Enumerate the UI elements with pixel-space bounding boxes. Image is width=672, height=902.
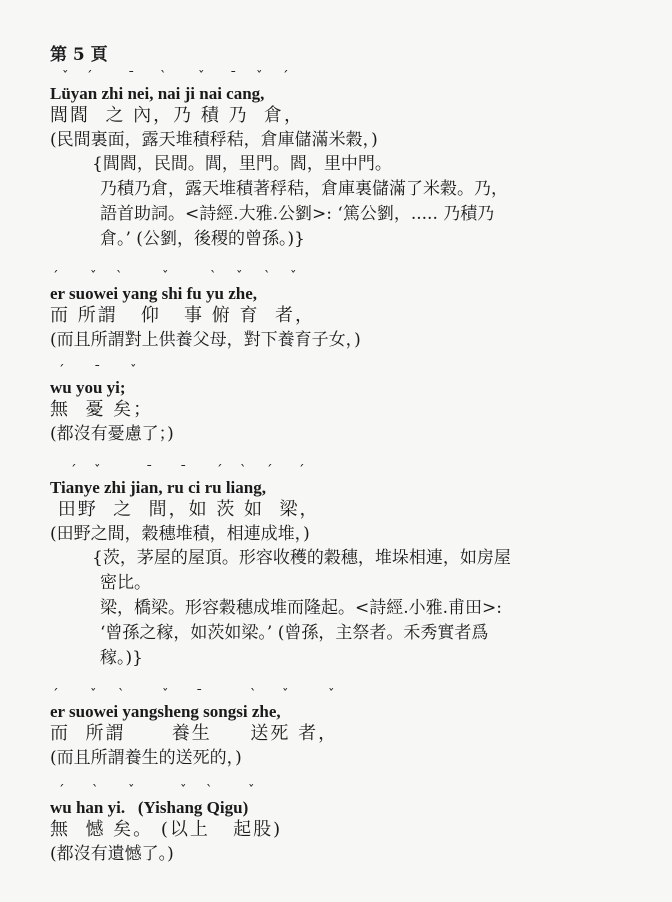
page-label: 第 5 頁 <box>50 45 108 65</box>
tone-mark: ˇ <box>282 688 289 703</box>
annotation <box>50 546 650 671</box>
tone-mark: ˇ <box>130 364 137 379</box>
annotation-line: 語首助詞。<詩經.大雅.公劉>: ‘篤公劉，..... 乃積乃 <box>100 204 495 224</box>
tone-mark: ˊ <box>52 688 59 703</box>
tone-mark: ˇ <box>128 784 135 799</box>
tone-mark: ˋ <box>264 270 271 285</box>
tone-mark: ˇ <box>162 270 169 285</box>
tone-mark: ˊ <box>58 364 65 379</box>
translation-line: (而且所謂養生的送死的，) <box>50 748 242 768</box>
tone-mark: ˇ <box>180 784 187 799</box>
annotation-line: 密比。 <box>100 573 151 593</box>
tone-mark: ˇ <box>290 270 297 285</box>
tone-mark: ˋ <box>116 270 123 285</box>
stanza-1 <box>50 72 650 252</box>
tone-mark: ˋ <box>210 270 217 285</box>
tone-marks <box>50 366 650 378</box>
pinyin-line: Lüyan zhi nei, nai ji nai cang, <box>50 84 265 103</box>
tone-mark: ˇ <box>328 688 335 703</box>
hanzi-line: 無 憂 矣； <box>50 399 154 420</box>
stanza-5 <box>50 690 650 770</box>
translation-line: (都沒有遺憾了。) <box>50 844 174 864</box>
tone-mark: ˉ <box>146 464 153 479</box>
tone-mark: ˉ <box>128 70 135 85</box>
tone-mark: ˋ <box>250 688 257 703</box>
tone-mark: ˋ <box>118 688 125 703</box>
translation-line: (田野之間，穀穗堆積，相連成堆，) <box>50 524 310 544</box>
tone-marks <box>50 72 650 84</box>
tone-marks <box>50 272 650 284</box>
tone-mark: ˋ <box>92 784 99 799</box>
tone-mark: ˊ <box>216 464 223 479</box>
tone-mark: ˊ <box>298 464 305 479</box>
tone-mark: ˊ <box>266 464 273 479</box>
tone-mark: ˇ <box>248 784 255 799</box>
pinyin-line: Tianye zhi jian, ru ci ru liang, <box>50 478 266 497</box>
tone-marks <box>50 466 650 478</box>
tone-mark: ˋ <box>240 464 247 479</box>
annotation-line: 稼。)} <box>100 648 143 668</box>
tone-mark: ˇ <box>94 464 101 479</box>
tone-mark: ˊ <box>58 784 65 799</box>
tone-mark: ˊ <box>70 464 77 479</box>
translation-line: (民間裏面，露天堆積稃秸，倉庫儲滿米穀，) <box>50 130 378 150</box>
tone-marks <box>50 786 650 798</box>
stanza-4 <box>50 466 650 671</box>
tone-mark: ˇ <box>256 70 263 85</box>
annotation-line: 倉。’ (公劉，後稷的曾孫。)} <box>100 229 305 249</box>
annotation-line: 乃積乃倉，露天堆積著稃秸，倉庫裏儲滿了米穀。乃， <box>100 179 508 199</box>
stanza-2 <box>50 272 650 352</box>
annotation <box>50 152 650 252</box>
hanzi-line: 而 所謂 養生 送死 者， <box>50 723 339 744</box>
tone-mark: ˋ <box>160 70 167 85</box>
annotation-line: 梁，橋梁。形容穀穗成堆而隆起。<詩經.小雅.甫田>: <box>100 598 503 618</box>
tone-mark: ˇ <box>236 270 243 285</box>
tone-mark: ˉ <box>196 688 203 703</box>
tone-mark: ˊ <box>86 70 93 85</box>
annotation-line: {閭閻，民間。閭，里門。閻，里中門。 <box>92 154 392 174</box>
tone-mark: ˇ <box>62 70 69 85</box>
pinyin-line: er suowei yangsheng songsi zhe, <box>50 702 281 721</box>
tone-mark: ˇ <box>90 270 97 285</box>
hanzi-line: 無 憾 矣。 (以上 起股) <box>50 819 283 840</box>
translation-line: (而且所謂對上供養父母，對下養育子女，) <box>50 330 361 350</box>
tone-mark: ˊ <box>52 270 59 285</box>
tone-mark: ˇ <box>162 688 169 703</box>
translation-line: (都沒有憂慮了；) <box>50 424 174 444</box>
tone-mark: ˉ <box>230 70 237 85</box>
tone-mark: ˉ <box>180 464 187 479</box>
hanzi-line: 而 所謂 仰 事 俯 育 者， <box>50 305 315 326</box>
tone-mark: ˇ <box>90 688 97 703</box>
pinyin-line: wu you yi; <box>50 378 126 397</box>
annotation-line: {茨，茅屋的屋頂。形容收穫的穀穗，堆垛相連，如房屋 <box>92 548 511 568</box>
tone-mark: ˊ <box>282 70 289 85</box>
tone-mark: ˋ <box>206 784 213 799</box>
hanzi-line: 田野 之 間，如 茨 如 梁， <box>50 499 320 520</box>
annotation-line: ‘曾孫之稼，如茨如梁。’ (曾孫，主祭者。禾秀實者爲 <box>100 623 489 643</box>
hanzi-line: 閭閻 之 內，乃 積 乃 倉， <box>50 105 305 126</box>
pinyin-line: wu han yi. (Yishang Qigu) <box>50 798 249 817</box>
tone-mark: ˇ <box>198 70 205 85</box>
stanza-6 <box>50 786 650 866</box>
tone-marks <box>50 690 650 702</box>
pinyin-line: er suowei yang shi fu yu zhe, <box>50 284 258 303</box>
tone-mark: ˉ <box>94 364 101 379</box>
stanza-3 <box>50 366 650 446</box>
